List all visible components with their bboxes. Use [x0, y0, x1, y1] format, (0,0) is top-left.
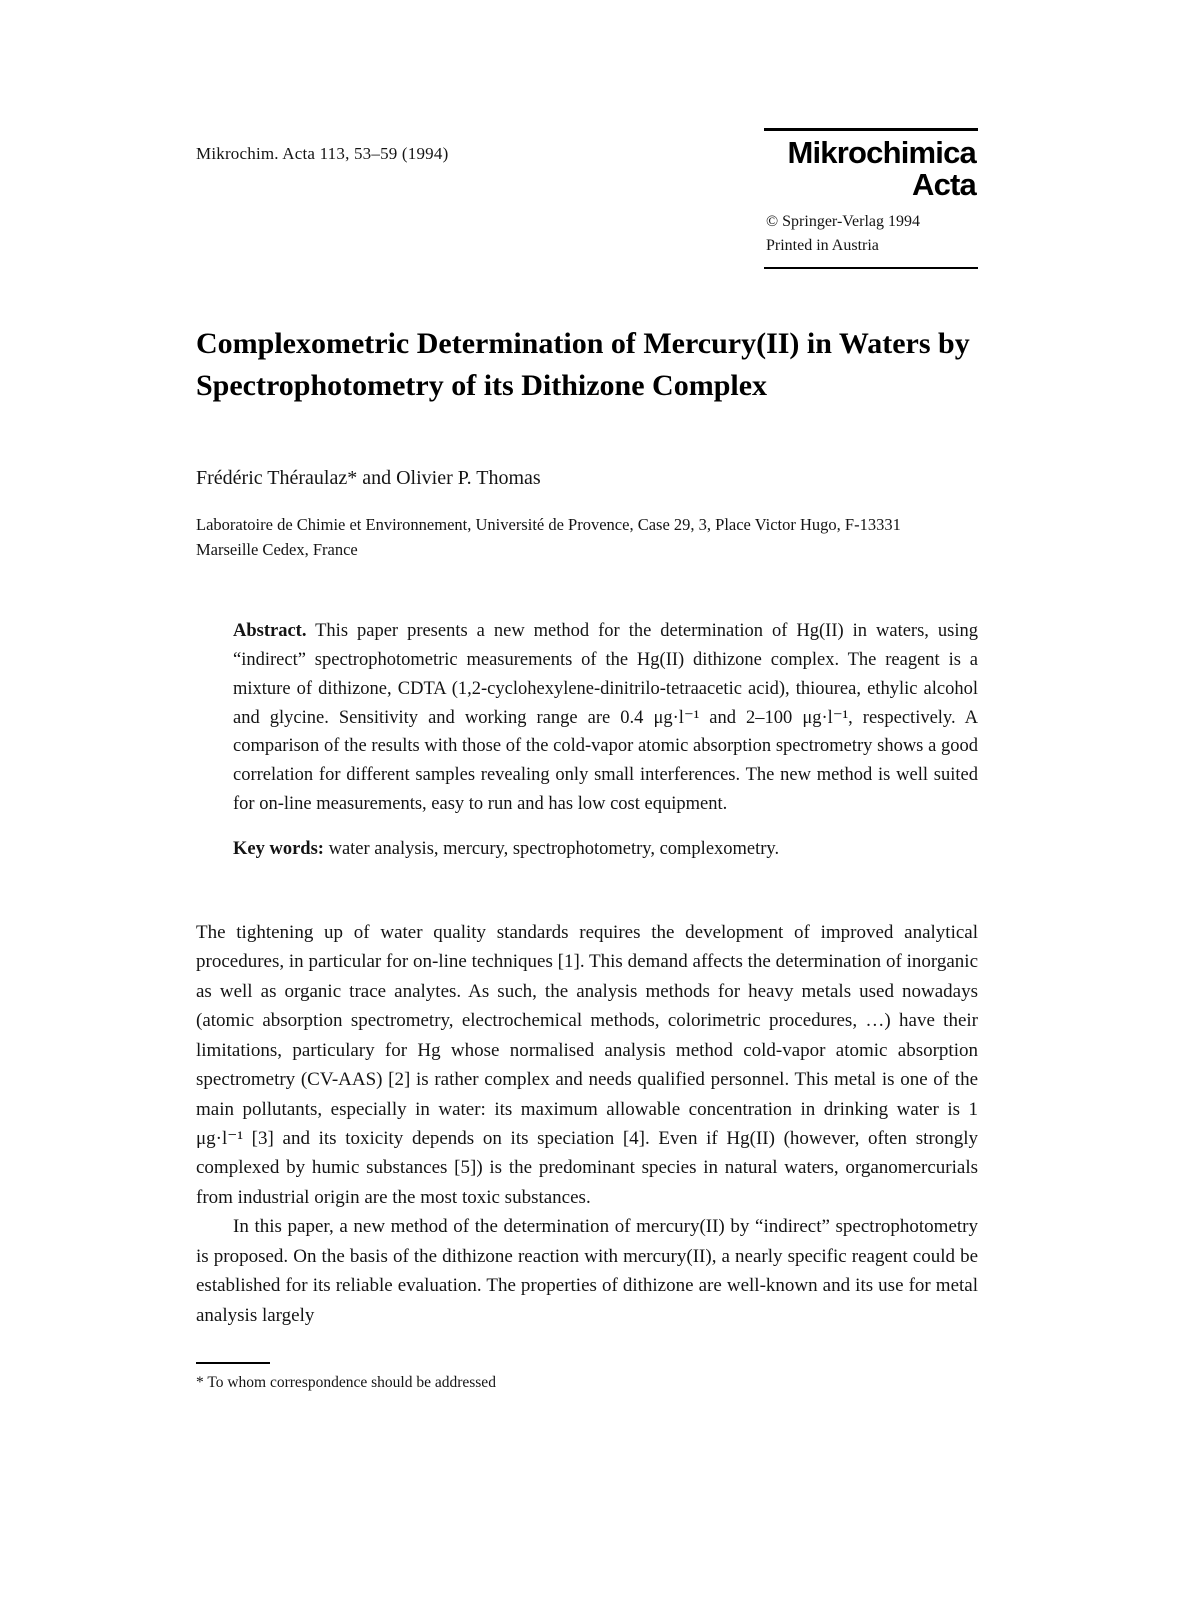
- body-paragraph-1: The tightening up of water quality standards requires the development of improved analytical procedures, in particular for on-line techniques [1]. This demand affects the determination of inorganic as well as organic trace analytes. As such, the analysis methods for heavy metals used nowadays (atomic absorption spectrometry, electrochemical methods, colorimetric procedures, …) have their limitations, particulary for Hg whose normalised analysis method cold-vapor atomic absorption spectrometry (CV-AAS) [2] is rather complex and needs qualified personnel. This metal is one of the main pollutants, especially in water: its maximum allowable concentration in drinking water is 1 μg·l⁻¹ [3] and its toxicity depends on its speciation [4]. Even if Hg(II) (however, often strongly complexed by humic substances [5]) is the predominant species in natural waters, organomercurials from industrial origin are the most toxic substances.: [196, 921, 978, 1208]
- footnote-rule: [196, 1362, 270, 1364]
- keywords-paragraph: [233, 839, 978, 860]
- page-content: [196, 128, 978, 1392]
- journal-logo: [764, 128, 978, 269]
- keywords-text: water analysis, mercury, spectrophotometry, complexometry.: [328, 838, 780, 859]
- affiliation-line: Laboratoire de Chimie et Environnement, Université de Provence, Case 29, 3, Place Victor Hugo, F-13331 Marseille Cedex, France: [196, 514, 901, 560]
- page-header: [196, 128, 978, 269]
- keywords-label: Key words:: [233, 838, 324, 859]
- copyright-line: © Springer-Verlag 1994: [766, 213, 921, 231]
- abstract-label: Abstract.: [233, 620, 307, 641]
- abstract-text: This paper presents a new method for the determination of Hg(II) in waters, using “indirect” spectrophotometric measurements of the Hg(II) dithizone complex. The reagent is a mixture of dithizone, CDTA (1,2-cyclohexylene-dinitrilo-tetraacetic acid), thiourea, ethylic alcohol and glycine. Sensitivity and working range are 0.4 μg·l⁻¹ and 2–100 μg·l⁻¹, respectively. A comparison of the results with those of the cold-vapor atomic absorption spectrometry shows a good correlation for different samples revealing only small interferences. The new method is well suited for on-line measurements, easy to run and has low cost equipment.: [233, 620, 978, 815]
- article-body: [196, 918, 978, 1330]
- footnote-block: [196, 1362, 978, 1392]
- article-title: Complexometric Determination of Mercury(II) in Waters by Spectrophotometry of its Dithizone Complex: [196, 326, 970, 402]
- authors-line: Frédéric Théraulaz* and Olivier P. Thomas: [196, 466, 541, 489]
- body-paragraph-2: In this paper, a new method of the determination of mercury(II) by “indirect” spectrophotometry is proposed. On the basis of the dithizone reaction with mercury(II), a nearly specific reagent could be established for its reliable evaluation. The properties of dithizone are well-known and its use for metal analysis largely: [196, 1216, 978, 1326]
- footnote-text: * To whom correspondence should be addressed: [196, 1374, 496, 1392]
- journal-name-line2: Acta: [912, 167, 976, 203]
- journal-name-line1: Mikrochimica: [787, 135, 976, 170]
- publisher-imprint: [766, 210, 976, 256]
- printed-in-line: Printed in Austria: [766, 236, 879, 254]
- journal-citation: Mikrochim. Acta 113, 53–59 (1994): [196, 144, 449, 163]
- abstract-paragraph: [233, 617, 978, 819]
